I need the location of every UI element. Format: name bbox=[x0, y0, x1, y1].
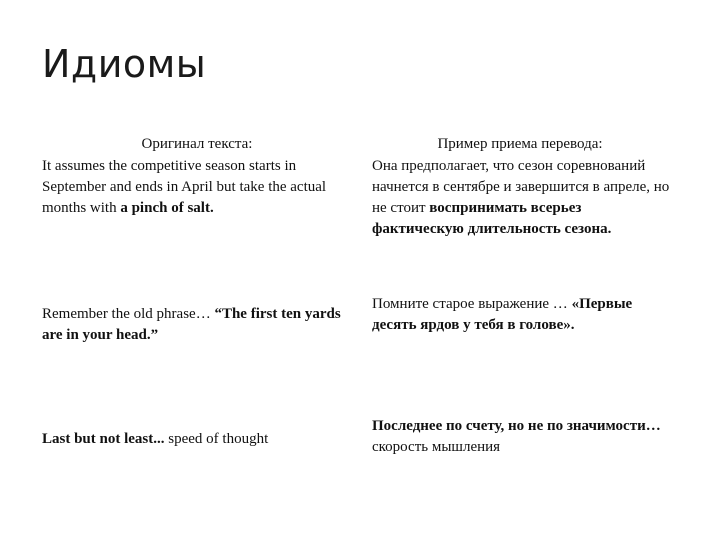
row-1-translation-text: Она предполагает, что сезон соревнований начнется в сентябре и завершится в апреле, но не стоит bbox=[372, 158, 670, 216]
row-3-original-idiom: Last but not least... bbox=[42, 431, 165, 447]
row-2-translation-text: Помните старое выражение … bbox=[372, 296, 572, 312]
slide-title: Идиомы bbox=[42, 42, 207, 86]
row-3-translation-text: скорость мышления bbox=[372, 439, 501, 455]
row-2-translation-idiom: «Первые десять ярдов у тебя в голове». bbox=[372, 296, 633, 333]
row-3-translation-idiom: Последнее по счету, но не по значимости… bbox=[372, 418, 661, 434]
row-2-original-idiom: “The first ten yards are in your head.” bbox=[42, 306, 341, 343]
translation-column-header: Пример приема перевода: bbox=[437, 136, 603, 152]
original-column-header: Оригинал текста: bbox=[141, 136, 253, 152]
row-3-translation bbox=[372, 416, 677, 458]
row-1-translation bbox=[372, 156, 677, 240]
row-3-original bbox=[42, 429, 357, 450]
row-3-original-text: speed of thought bbox=[164, 431, 269, 447]
row-1-original bbox=[42, 156, 357, 219]
row-1-translation-idiom: воспринимать всерьез фактическую длительность сезона. bbox=[372, 200, 612, 237]
row-2-translation bbox=[372, 294, 677, 336]
row-2-original-text: Remember the old phrase… bbox=[42, 306, 215, 322]
row-1-original-text: It assumes the competitive season starts in September and ends in April but take the actual months with bbox=[42, 158, 327, 216]
row-1-original-idiom: a pinch of salt. bbox=[120, 200, 214, 216]
row-2-original bbox=[42, 304, 357, 346]
